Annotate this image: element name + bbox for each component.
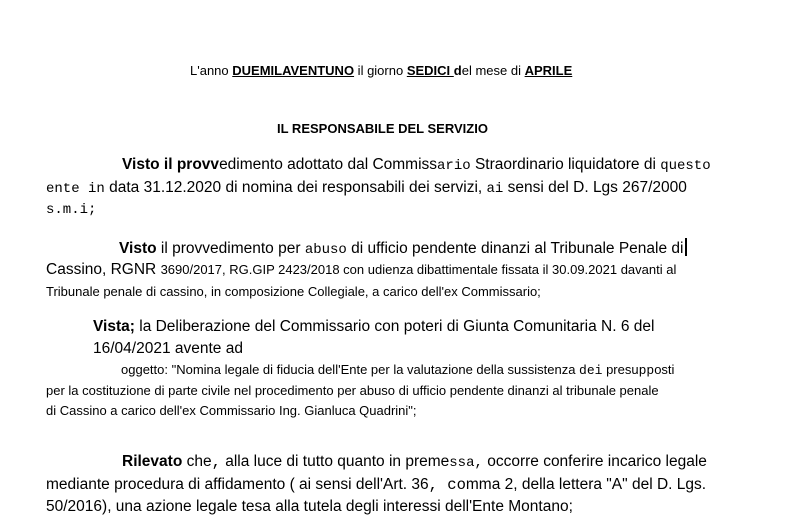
header-text: L'anno: [190, 63, 233, 78]
visto2-line2: [46, 261, 676, 279]
vista-text: oggetto: "Nomina legale di fiducia dell'Ente per la valutazione della sussistenza: [121, 362, 580, 377]
page-title: IL RESPONSABILE DEL SERVIZIO: [277, 121, 488, 136]
vista-text: osti: [654, 362, 675, 377]
rilevato-text: ssa,: [449, 455, 483, 471]
visto2-text: abuso: [304, 242, 347, 258]
rilevato-line1: [122, 453, 707, 471]
visto1-line2: [46, 179, 687, 197]
rilevato-lead: Rilevato: [122, 453, 183, 470]
visto1-text: data 31.12.2020 di nomina dei responsabili dei servizi,: [104, 179, 487, 196]
rilevato-text: che: [182, 453, 212, 470]
visto2-text: Cassino, RGNR: [46, 261, 161, 278]
rilevato-text: co: [437, 476, 466, 494]
rilevato-line3: 50/2016), una azione legale tesa alla tutela degli interessi dell'Ente Montano;: [46, 498, 573, 515]
text-cursor: [685, 238, 687, 256]
rilevato-line2: [46, 476, 706, 494]
visto2-lead: Visto: [119, 240, 157, 257]
vista-text: pp: [638, 363, 655, 378]
visto1-text: sensi del D. Lgs 267/2000: [503, 179, 687, 196]
visto1-line3: s.m.i;: [46, 202, 97, 218]
rilevato-text: ,: [211, 453, 221, 471]
vista-line1: [93, 318, 654, 336]
rilevato-text: alla luce di tutto quanto in preme: [220, 453, 450, 470]
header-text: il giorno: [354, 63, 407, 78]
visto1-text: ario: [437, 158, 471, 174]
vista-text: presu: [602, 362, 639, 377]
visto2-text: 3690/2017, RG.GIP 2423/2018 con udienza dibattimentale fissata il 30.09.2021 davanti al: [160, 262, 677, 277]
rilevato-text: mediante procedura di affidamento ( ai sensi dell'Art. 36: [46, 476, 429, 493]
visto1-text: ente in: [46, 181, 105, 197]
visto1-text: edimento adottato dal Commiss: [219, 156, 438, 173]
rilevato-text: ,: [428, 476, 438, 494]
header-day: SEDICI: [406, 63, 454, 78]
vista-line4: per la costituzione di parte civile nel procedimento per abuso di ufficio pendente dinanzi al tribunale penale: [46, 383, 659, 398]
visto1-text: ai: [486, 181, 504, 197]
visto1-text: questo: [660, 158, 711, 174]
vista-line5: di Cassino a carico dell'ex Commissario Ing. Gianluca Quadrini";: [46, 403, 417, 418]
rilevato-text: occorre conferire incarico legale: [482, 453, 707, 470]
vista-text: dei: [579, 363, 603, 378]
visto2-text: di ufficio pendente dinanzi al Tribunale Penale di: [346, 240, 684, 257]
vista-lead: Vista;: [93, 318, 135, 335]
header-text: el mese di: [461, 63, 525, 78]
header-month: APRILE: [524, 63, 573, 78]
visto2-line1: [119, 238, 687, 258]
visto1-lead: Visto il provv: [122, 156, 220, 173]
header-year: DUEMILAVENTUNO: [232, 63, 355, 78]
visto1-text: Straordinario liquidatore di: [470, 156, 661, 173]
rilevato-text: mma 2, della lettera "A" del D. Lgs.: [465, 476, 707, 493]
visto1-line1: [122, 156, 711, 174]
visto2-line3: Tribunale penale di cassino, in composizione Collegiale, a carico dell'ex Commissario;: [46, 284, 541, 299]
vista-text: la Deliberazione del Commissario con poteri di Giunta Comunitaria N. 6 del: [134, 318, 655, 335]
header-line: [190, 63, 572, 78]
header-text: d: [453, 63, 462, 78]
vista-line3: [121, 362, 674, 378]
vista-line2: 16/04/2021 avente ad: [93, 340, 243, 357]
visto2-text: il provvedimento per: [156, 240, 305, 257]
